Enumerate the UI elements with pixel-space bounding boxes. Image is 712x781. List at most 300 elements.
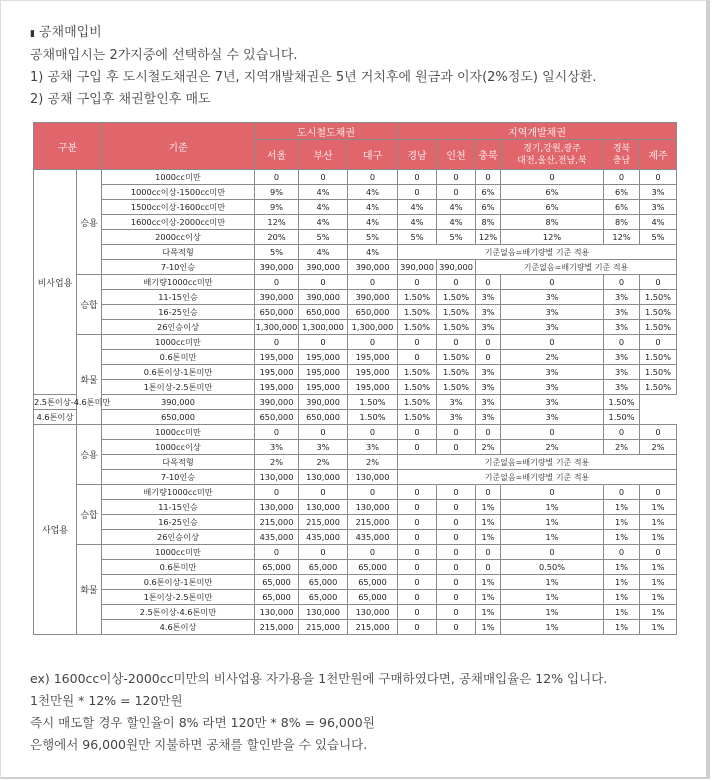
rate-cell: 0 (476, 335, 501, 350)
rate-cell: 0 (348, 425, 398, 440)
table-row (34, 470, 677, 485)
rate-cell: 1.50% (398, 305, 437, 320)
rate-cell: 0 (640, 335, 677, 350)
rate-cell: 195,000 (348, 365, 398, 380)
rate-cell: 5% (398, 230, 437, 245)
table-row (34, 215, 677, 230)
rate-cell: 0 (398, 605, 437, 620)
rate-cell: 0 (398, 335, 437, 350)
rate-cell: 3% (255, 440, 299, 455)
rate-cell: 1% (604, 605, 640, 620)
rate-cell: 195,000 (299, 350, 348, 365)
rate-cell: 0 (398, 485, 437, 500)
rate-cell: 0 (476, 560, 501, 575)
rate-cell: 1% (476, 590, 501, 605)
rate-cell: 1.50% (437, 305, 476, 320)
rate-cell: 3% (604, 320, 640, 335)
table-row (34, 200, 677, 215)
rate-cell: 0 (437, 425, 476, 440)
rate-cell: 0 (255, 485, 299, 500)
rate-cell: 0 (501, 425, 604, 440)
rate-cell: 0 (299, 335, 348, 350)
rate-cell: 3% (501, 320, 604, 335)
criteria-cell: 0.6톤미만 (102, 560, 255, 575)
rate-cell: 0 (299, 485, 348, 500)
rate-cell: 130,000 (348, 470, 398, 485)
rate-cell: 2% (348, 455, 398, 470)
rate-cell: 195,000 (299, 380, 348, 395)
rate-cell: 1% (476, 530, 501, 545)
rate-cell: 1.50% (398, 290, 437, 305)
rate-cell: 390,000 (348, 290, 398, 305)
criteria-cell: 1000cc미만 (102, 335, 255, 350)
criteria-cell: 1000cc이상 (102, 440, 255, 455)
rate-cell: 1% (604, 620, 640, 635)
rate-cell: 3% (299, 440, 348, 455)
rate-cell: 0 (348, 485, 398, 500)
rate-cell: 20% (255, 230, 299, 245)
rate-cell: 0 (398, 275, 437, 290)
rate-cell: 130,000 (299, 500, 348, 515)
criteria-cell: 배기량1000cc미만 (102, 485, 255, 500)
rate-cell: 0 (437, 545, 476, 560)
rate-cell: 0 (476, 275, 501, 290)
rate-cell: 390,000 (102, 395, 255, 410)
rate-cell: 65,000 (299, 575, 348, 590)
rate-cell: 0 (476, 545, 501, 560)
rate-cell: 435,000 (299, 530, 348, 545)
rate-cell: 3% (501, 380, 604, 395)
rate-cell: 1,300,000 (348, 320, 398, 335)
rate-cell: 1% (604, 515, 640, 530)
rate-cell: 8% (476, 215, 501, 230)
subgroup-label: 승용 (77, 425, 102, 485)
rate-cell: 0 (398, 500, 437, 515)
criteria-cell: 11-15인승 (102, 500, 255, 515)
rate-cell: 4% (299, 215, 348, 230)
rate-cell: 65,000 (348, 575, 398, 590)
table-row (34, 425, 677, 440)
rate-cell: 0.50% (501, 560, 604, 575)
table-row (34, 440, 677, 455)
table-row (34, 260, 677, 275)
header-region: 경남 (398, 140, 437, 170)
rate-cell: 0 (299, 170, 348, 185)
rate-cell: 0 (640, 545, 677, 560)
rate-cell: 1.50% (398, 320, 437, 335)
section-title: ▮ 공채매입비 (30, 25, 102, 40)
example-line: 즉시 매도할 경우 할인율이 8% 라면 120만 * 8% = 96,000원 (30, 715, 375, 730)
rate-cell: 1.50% (437, 350, 476, 365)
rate-cell: 0 (604, 335, 640, 350)
rate-cell: 0 (398, 620, 437, 635)
rate-cell: 2% (476, 440, 501, 455)
rate-cell: 1.50% (604, 410, 640, 425)
criteria-cell: 1톤이상-2.5톤미만 (102, 380, 255, 395)
rate-cell: 4% (299, 200, 348, 215)
rate-cell: 2% (604, 440, 640, 455)
table-row (34, 620, 677, 635)
rate-cell: 0 (398, 185, 437, 200)
header-gubun: 구분 (34, 123, 102, 170)
criteria-cell: 2.5톤이상-4.6톤미만 (34, 395, 77, 410)
rate-cell: 1.50% (640, 380, 677, 395)
rate-cell: 4% (398, 215, 437, 230)
rate-cell: 4% (348, 245, 398, 260)
table-row (34, 410, 677, 425)
rate-cell: 0 (398, 440, 437, 455)
rate-cell: 1% (476, 515, 501, 530)
rate-cell: 3% (476, 410, 501, 425)
rate-cell: 0 (255, 170, 299, 185)
rate-cell: 1% (640, 575, 677, 590)
table-row (34, 170, 677, 185)
rate-cell: 0 (348, 275, 398, 290)
rate-cell: 0 (604, 545, 640, 560)
intro-line: 공채매입시는 2가지중에 선택하실 수 있습니다. (30, 48, 298, 63)
rate-cell: 0 (604, 275, 640, 290)
rate-cell: 435,000 (348, 530, 398, 545)
rate-cell: 65,000 (348, 590, 398, 605)
rate-cell: 130,000 (299, 470, 348, 485)
rate-cell: 650,000 (255, 410, 299, 425)
rate-cell: 0 (437, 275, 476, 290)
rate-cell: 650,000 (102, 410, 255, 425)
criteria-cell: 1000cc이상-1500cc미만 (102, 185, 255, 200)
rate-cell: 1% (640, 530, 677, 545)
table-row (34, 290, 677, 305)
header-region (604, 140, 640, 170)
criteria-cell: 다목적형 (102, 455, 255, 470)
subgroup-label: 승합 (77, 275, 102, 335)
rate-cell: 4% (398, 200, 437, 215)
rate-cell: 0 (476, 350, 501, 365)
rate-cell: 1% (604, 575, 640, 590)
rate-cell: 2% (299, 455, 348, 470)
rate-cell: 0 (437, 440, 476, 455)
rate-cell: 130,000 (348, 500, 398, 515)
table-row (34, 305, 677, 320)
header-region-line: 경기,강원,광주 (523, 143, 581, 154)
rate-cell: 0 (640, 275, 677, 290)
criteria-cell: 배기량1000cc미만 (102, 275, 255, 290)
rate-cell: 3% (501, 410, 604, 425)
header-region: 인천 (437, 140, 476, 170)
rate-cell: 1.50% (640, 290, 677, 305)
criteria-cell: 1톤이상-2.5톤미만 (102, 590, 255, 605)
criteria-cell: 1000cc미만 (102, 545, 255, 560)
rate-cell: 65,000 (299, 590, 348, 605)
rate-cell: 1% (501, 500, 604, 515)
rate-cell: 12% (255, 215, 299, 230)
rate-cell: 0 (398, 350, 437, 365)
criteria-cell: 0.6톤이상-1톤미만 (102, 365, 255, 380)
rate-cell: 215,000 (299, 515, 348, 530)
rate-cell: 130,000 (255, 470, 299, 485)
criteria-cell: 16-25인승 (102, 515, 255, 530)
rate-cell: 390,000 (348, 260, 398, 275)
rate-cell: 8% (604, 215, 640, 230)
rate-cell: 1% (640, 560, 677, 575)
rate-cell: 3% (604, 305, 640, 320)
rate-cell: 0 (437, 530, 476, 545)
rate-cell: 1% (501, 605, 604, 620)
rate-cell: 0 (255, 425, 299, 440)
rate-cell: 0 (299, 275, 348, 290)
table-row (34, 395, 677, 410)
rate-cell: 0 (437, 605, 476, 620)
rate-cell: 1.50% (640, 365, 677, 380)
note-cell: 기준없음=배기량별 기준 적용 (398, 455, 677, 470)
rate-cell: 0 (437, 560, 476, 575)
rate-cell: 4% (437, 215, 476, 230)
rate-cell: 1.50% (398, 365, 437, 380)
rate-cell: 1% (501, 515, 604, 530)
rate-cell: 5% (348, 230, 398, 245)
bullet-icon: ▮ (30, 29, 35, 39)
rate-cell: 12% (604, 230, 640, 245)
rate-cell: 1% (501, 620, 604, 635)
criteria-cell: 0.6톤이상-1톤미만 (102, 575, 255, 590)
rate-cell: 1% (476, 500, 501, 515)
criteria-cell: 4.6톤이상 (34, 410, 77, 425)
rate-cell: 0 (476, 425, 501, 440)
rate-cell: 65,000 (299, 560, 348, 575)
rate-cell: 0 (640, 425, 677, 440)
rate-cell: 1.50% (398, 395, 437, 410)
rate-cell: 1% (501, 590, 604, 605)
rate-cell: 195,000 (348, 380, 398, 395)
header-region-line: 경북 (612, 143, 631, 154)
rate-cell: 1.50% (348, 410, 398, 425)
rate-cell: 0 (299, 545, 348, 560)
intro-line: 2) 공채 구입후 채권할인후 매도 (30, 92, 211, 107)
rate-cell: 1.50% (437, 380, 476, 395)
rate-cell: 0 (398, 515, 437, 530)
criteria-cell: 2.5톤이상-4.6톤미만 (102, 605, 255, 620)
table-row (34, 515, 677, 530)
rate-cell: 0 (255, 335, 299, 350)
rate-cell: 3% (437, 410, 476, 425)
rate-cell: 390,000 (255, 290, 299, 305)
note-cell: 기준없음=배기량별 기준 적용 (476, 260, 677, 275)
rate-cell: 6% (476, 185, 501, 200)
rate-cell: 4% (437, 200, 476, 215)
criteria-cell: 다목적형 (102, 245, 255, 260)
rate-cell: 6% (604, 200, 640, 215)
rate-cell: 0 (640, 485, 677, 500)
header-region-line: 대전,울산,전남,북 (517, 155, 587, 166)
note-cell: 기준없음=배기량별 기준 적용 (398, 470, 677, 485)
rate-cell: 4% (348, 185, 398, 200)
rate-cell: 1.50% (437, 365, 476, 380)
rate-cell: 130,000 (348, 605, 398, 620)
rate-cell: 12% (476, 230, 501, 245)
rate-cell: 195,000 (255, 350, 299, 365)
table-row (34, 320, 677, 335)
rate-cell: 3% (501, 290, 604, 305)
rate-cell: 3% (476, 365, 501, 380)
intro-line: 1) 공채 구입 후 도시철도채권은 7년, 지역개발채권은 5년 거치후에 원금과 이자(2%정도) 일시상환. (30, 70, 597, 85)
rate-cell: 1% (604, 530, 640, 545)
rate-cell: 1% (476, 605, 501, 620)
rate-cell: 215,000 (255, 620, 299, 635)
header-region: 서울 (255, 140, 299, 170)
table-row (34, 500, 677, 515)
rate-cell: 0 (255, 545, 299, 560)
table-row (34, 380, 677, 395)
table-row (34, 275, 677, 290)
rate-cell: 1% (604, 560, 640, 575)
criteria-cell: 26인승이상 (102, 320, 255, 335)
rate-cell: 0 (604, 485, 640, 500)
rate-cell: 4% (348, 215, 398, 230)
table-row (34, 530, 677, 545)
rate-cell: 390,000 (299, 395, 348, 410)
rate-cell: 4% (348, 200, 398, 215)
intro-section (30, 22, 596, 111)
rate-cell: 65,000 (255, 575, 299, 590)
rate-cell: 4% (640, 215, 677, 230)
rate-cell: 0 (348, 170, 398, 185)
rate-cell: 130,000 (299, 605, 348, 620)
header-gijun: 기준 (102, 123, 255, 170)
rate-cell: 1.50% (640, 305, 677, 320)
rate-cell: 1% (476, 575, 501, 590)
header-region: 부산 (299, 140, 348, 170)
rate-cell: 215,000 (348, 620, 398, 635)
rate-cell: 650,000 (348, 305, 398, 320)
rate-cell: 0 (501, 485, 604, 500)
rate-cell: 5% (255, 245, 299, 260)
rate-cell: 4% (299, 245, 348, 260)
criteria-cell: 7-10인승 (102, 470, 255, 485)
rate-cell: 130,000 (255, 500, 299, 515)
example-section (30, 668, 607, 756)
rate-cell: 390,000 (299, 290, 348, 305)
rate-cell: 1% (640, 605, 677, 620)
rate-cell: 1% (501, 530, 604, 545)
rate-cell: 0 (348, 335, 398, 350)
rate-cell: 9% (255, 185, 299, 200)
header-region: 제주 (640, 140, 677, 170)
rate-cell: 65,000 (348, 560, 398, 575)
criteria-cell: 1000cc미만 (102, 170, 255, 185)
table-row (34, 485, 677, 500)
rate-cell: 0 (640, 170, 677, 185)
subgroup-label: 화물 (77, 545, 102, 635)
criteria-cell: 0.6톤미만 (102, 350, 255, 365)
rate-cell: 1.50% (437, 290, 476, 305)
rate-cell: 0 (348, 545, 398, 560)
rate-cell: 390,000 (255, 395, 299, 410)
rate-cell: 3% (640, 185, 677, 200)
rate-cell: 5% (640, 230, 677, 245)
rate-cell: 3% (640, 200, 677, 215)
rate-cell: 0 (437, 620, 476, 635)
header-region-line: 충남 (612, 155, 631, 166)
rate-cell: 9% (255, 200, 299, 215)
rate-cell: 1.50% (604, 395, 640, 410)
rate-cell: 1% (476, 620, 501, 635)
rate-cell: 3% (604, 365, 640, 380)
rate-cell: 1% (640, 620, 677, 635)
rate-cell: 1.50% (398, 410, 437, 425)
rate-cell: 0 (398, 590, 437, 605)
rate-cell: 650,000 (299, 410, 348, 425)
rate-cell: 215,000 (348, 515, 398, 530)
criteria-cell: 7-10인승 (102, 260, 255, 275)
rate-cell: 3% (476, 305, 501, 320)
rate-cell: 130,000 (255, 605, 299, 620)
rate-cell: 215,000 (255, 515, 299, 530)
rate-cell: 6% (604, 185, 640, 200)
rate-cell: 435,000 (255, 530, 299, 545)
rate-cell: 0 (501, 335, 604, 350)
rate-cell: 390,000 (437, 260, 476, 275)
rate-cell: 1.50% (348, 395, 398, 410)
example-line: 은행에서 96,000원만 지불하면 공채를 할인받을 수 있습니다. (30, 737, 368, 752)
rate-cell: 1% (604, 500, 640, 515)
rate-cell: 3% (501, 365, 604, 380)
header-region (501, 140, 604, 170)
rate-cell: 0 (501, 170, 604, 185)
criteria-cell: 2000cc이상 (102, 230, 255, 245)
rate-cell: 3% (476, 290, 501, 305)
rate-cell: 1.50% (437, 320, 476, 335)
rate-cell: 3% (476, 395, 501, 410)
group-label: 사업용 (34, 425, 77, 635)
rate-cell: 1% (604, 590, 640, 605)
rate-cell: 0 (299, 425, 348, 440)
rate-cell: 2% (640, 440, 677, 455)
table-row (34, 185, 677, 200)
rate-cell: 215,000 (299, 620, 348, 635)
rate-cell: 1.50% (640, 320, 677, 335)
subgroup-label: 화물 (77, 335, 102, 425)
criteria-cell: 26인승이상 (102, 530, 255, 545)
rate-cell: 0 (437, 590, 476, 605)
rate-cell: 5% (437, 230, 476, 245)
criteria-cell: 4.6톤이상 (102, 620, 255, 635)
rate-cell: 3% (604, 380, 640, 395)
rate-cell: 0 (476, 170, 501, 185)
rate-cell: 0 (604, 170, 640, 185)
rate-cell: 65,000 (255, 560, 299, 575)
rate-cell: 0 (398, 530, 437, 545)
table-row (34, 545, 677, 560)
table-row (34, 455, 677, 470)
subgroup-label: 승용 (77, 170, 102, 275)
rate-cell: 650,000 (255, 305, 299, 320)
subgroup-label: 승합 (77, 485, 102, 545)
rate-cell: 390,000 (398, 260, 437, 275)
rate-cell: 5% (299, 230, 348, 245)
group-label: 비사업용 (34, 170, 77, 395)
rate-cell: 12% (501, 230, 604, 245)
rate-cell: 0 (255, 275, 299, 290)
rate-cell: 3% (604, 290, 640, 305)
rate-cell: 3% (501, 395, 604, 410)
rate-cell: 1% (640, 515, 677, 530)
header-row (34, 123, 677, 140)
rate-cell: 1% (640, 500, 677, 515)
table-row (34, 590, 677, 605)
header-region: 대구 (348, 140, 398, 170)
rate-cell: 0 (604, 425, 640, 440)
example-line: ex) 1600cc이상-2000cc미만의 비사업용 자가용을 1천만원에 구매하였다면, 공채매입율은 12% 입니다. (30, 671, 608, 686)
rate-cell: 0 (398, 425, 437, 440)
